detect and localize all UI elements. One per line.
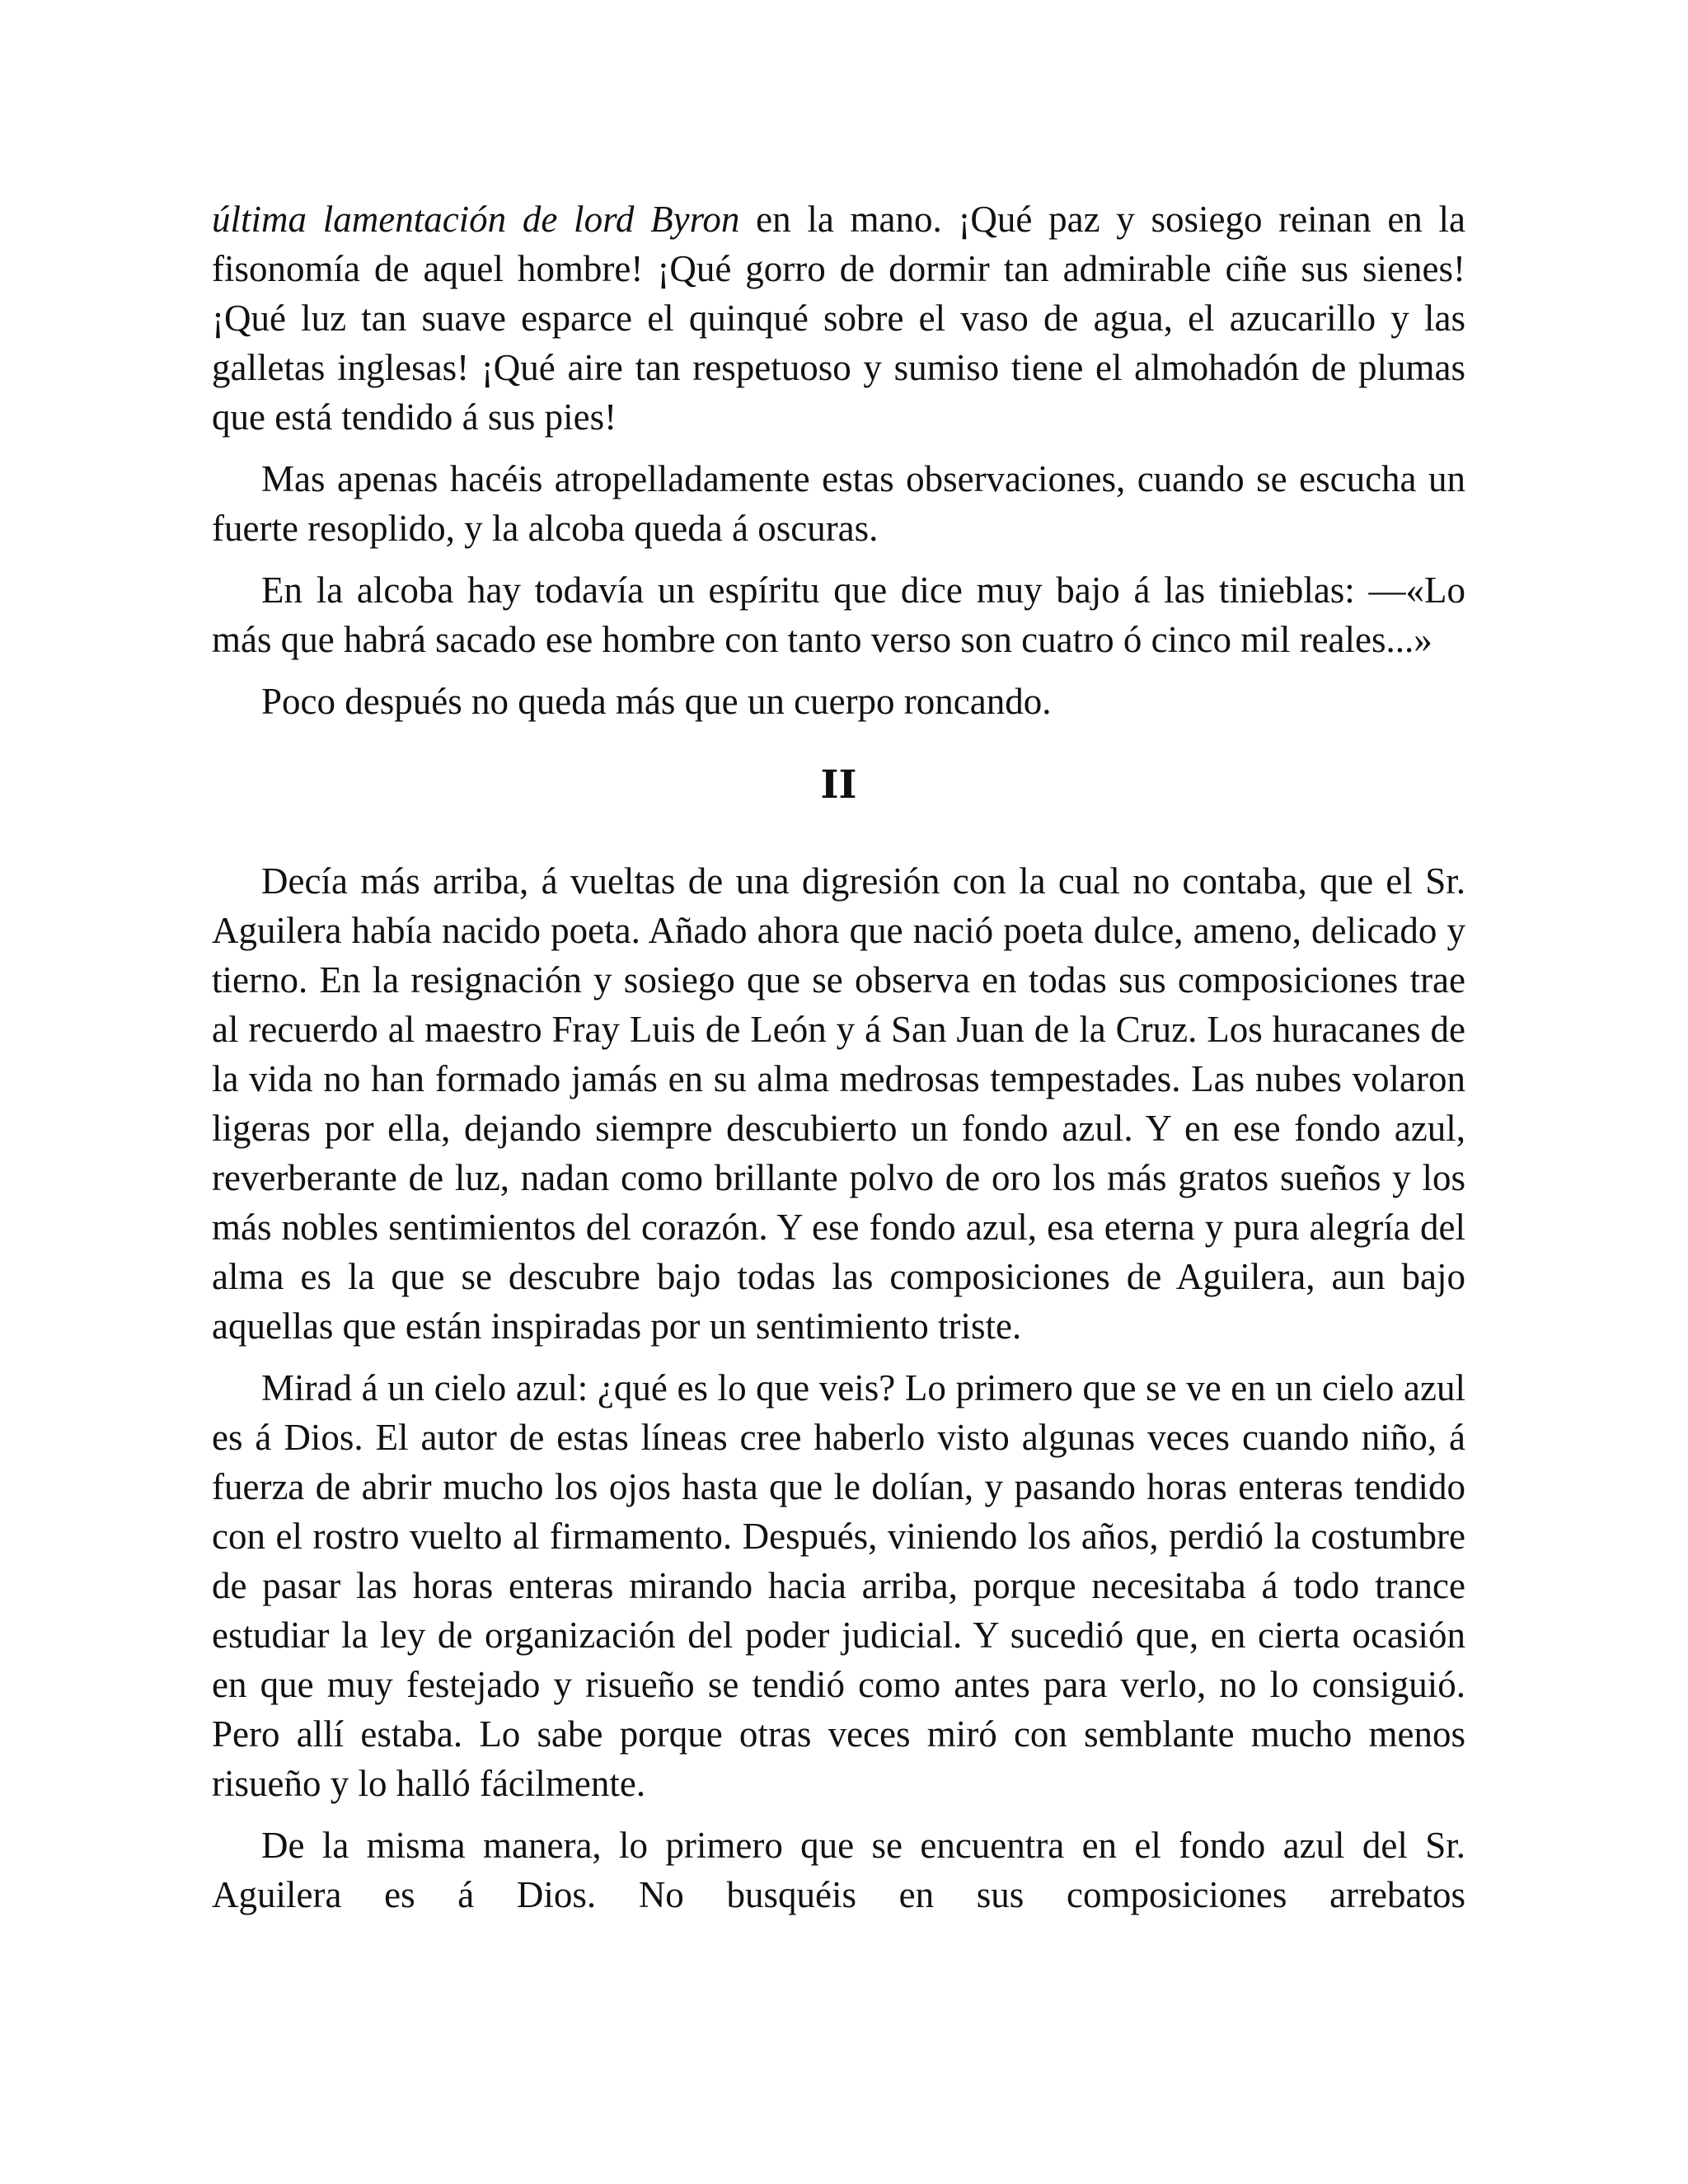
paragraph: Decía más arriba, á vueltas de una digresión con la cual no contaba, que el Sr. Aguilera había nacido poeta. Añado ahora que nació poeta dulce, ameno, delicado y tierno. En la resignación y sosiego que se observa en todas sus composiciones trae al recuerdo al maestro Fray Luis de León y á San Juan de la Cruz. Los huracanes de la vida no han formado jamás en su alma medrosas tempestades. Las nubes volaron ligeras por ella, dejando siempre descubierto un fondo azul. Y en ese fondo azul, reverberante de luz, nadan como brillante polvo de oro los más gratos sueños y los más nobles sentimientos del corazón. Y ese fondo azul, esa eterna y pura alegría del alma es la que se descubre bajo todas las composiciones de Aguilera, aun bajo aquellas que están inspiradas por un sentimiento triste. <box>212 860 1465 1347</box>
section-heading: II <box>820 762 857 808</box>
paragraph: Mirad á un cielo azul: ¿qué es lo que veis? Lo primero que se ve en un cielo azul es á Dios. El autor de estas líneas cree haberlo visto algunas veces cuando niño, á fuerza de abrir mucho los ojos hasta que le dolían, y pasando horas enteras tendido con el rostro vuelto al firmamento. Después, viniendo los años, perdió la costumbre de pasar las horas enteras mirando hacia arriba, porque necesitaba á todo trance estudiar la ley de organización del poder judicial. Y sucedió que, en cierta ocasión en que muy festejado y risueño se tendió como antes para verlo, no lo consiguió. Pero allí estaba. Lo sabe porque otras veces miró con semblante mucho menos risueño y lo halló fácilmente. <box>212 1367 1465 1804</box>
paragraph-continued <box>212 194 1465 442</box>
paragraph-text: en la mano. ¡Qué paz y sosiego reinan en la fisonomía de aquel hombre! ¡Qué gorro de dormir tan admirable ciñe sus sienes! ¡Qué luz tan suave esparce el quinqué sobre el vaso de agua, el azucarillo y las galletas inglesas! ¡Qué aire tan respetuoso y sumiso tiene el almohadón de plumas que está tendido á sus pies! <box>212 199 1465 438</box>
paragraph-continues: De la misma manera, lo primero que se encuentra en el fondo azul del Sr. Aguilera es á Dios. No busquéis en sus composiciones arrebatos <box>212 1825 1465 1915</box>
paragraph: En la alcoba hay todavía un espíritu que dice muy bajo á las tinieblas: —«Lo más que habrá sacado ese hombre con tanto verso son cuatro ó cinco mil reales...» <box>212 569 1465 660</box>
book-page <box>212 194 1465 1932</box>
paragraph: Mas apenas hacéis atropelladamente estas observaciones, cuando se escucha un fuerte resoplido, y la alcoba queda á oscuras. <box>212 458 1465 549</box>
paragraph: Poco después no queda más que un cuerpo roncando. <box>261 681 1052 722</box>
italic-title-fragment: última lamentación de lord Byron <box>212 199 740 240</box>
